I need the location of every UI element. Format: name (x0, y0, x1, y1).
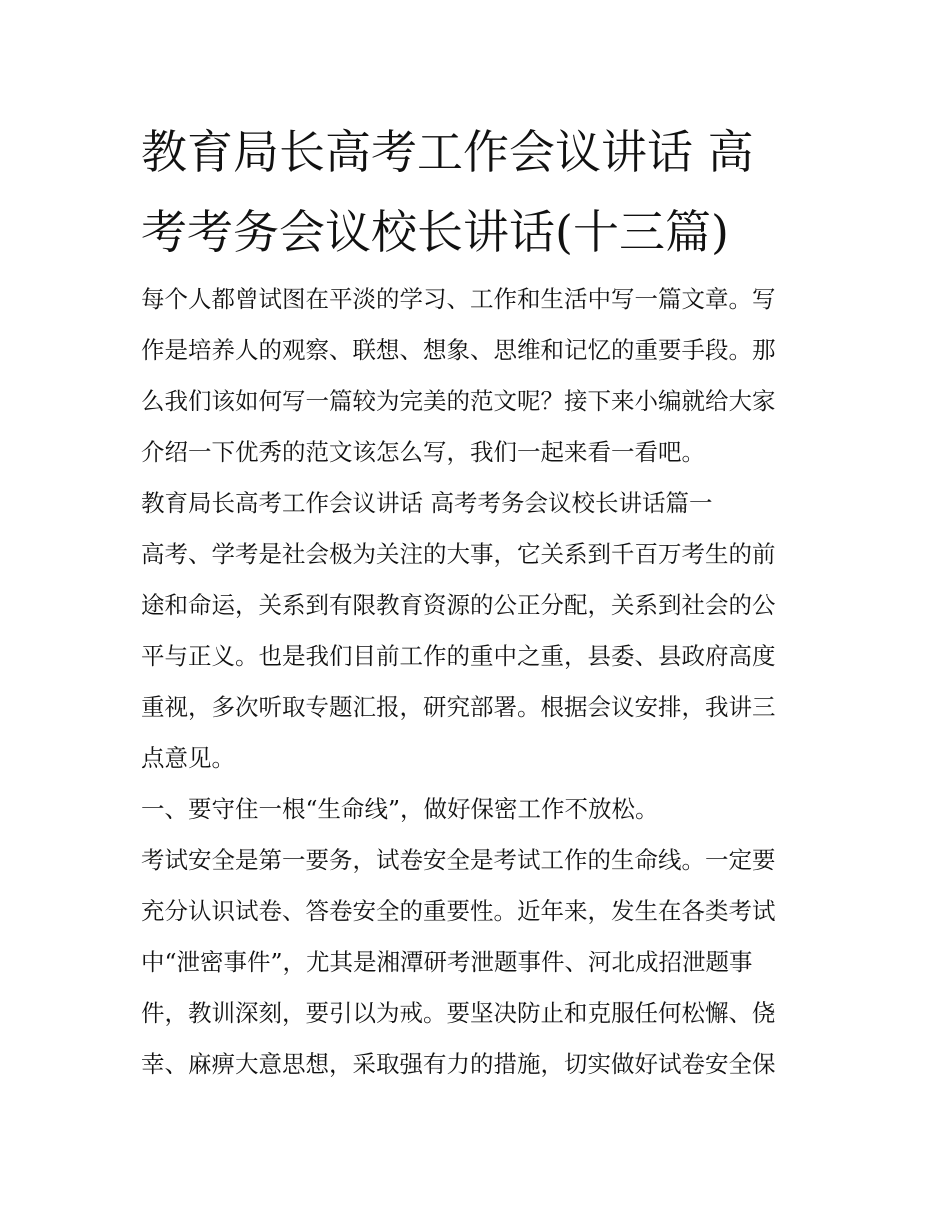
section-heading-text: 教育局长高考工作会议讲话 高考考务会议校长讲话篇一 (141, 489, 713, 517)
title-line: 考考务会议校长讲话(十三篇) (141, 205, 729, 259)
point-heading (141, 784, 821, 835)
text-line: 介绍一下优秀的范文该怎么写，我们一起来看一看吧。 (141, 438, 705, 466)
document-title (141, 112, 821, 272)
text-line: 作是培养人的观察、联想、想象、思维和记忆的重要手段。那 (141, 336, 776, 364)
intro-paragraph (141, 274, 821, 478)
text-line: 充分认识试卷、答卷安全的重要性。近年来，发生在各类考试 (141, 897, 776, 925)
text-line: 幸、麻痹大意思想，采取强有力的措施，切实做好试卷安全保 (141, 1050, 776, 1078)
body-paragraph (141, 529, 821, 784)
body-paragraph (141, 835, 821, 1090)
text-line: 途和命运，关系到有限教育资源的公正分配，关系到社会的公 (141, 591, 776, 619)
text-line: 每个人都曾试图在平淡的学习、工作和生活中写一篇文章。写 (141, 285, 776, 313)
point-heading-text: 一、要守住一根“生命线”，做好保密工作不放松。 (141, 795, 659, 823)
text-line: 点意见。 (141, 744, 235, 772)
text-line: 么我们该如何写一篇较为完美的范文呢？接下来小编就给大家 (141, 387, 776, 415)
text-line: 件，教训深刻，要引以为戒。要坚决防止和克服任何松懈、侥 (141, 999, 776, 1027)
text-line: 考试安全是第一要务，试卷安全是考试工作的生命线。一定要 (141, 846, 776, 874)
title-line: 教育局长高考工作会议讲话 高 (141, 125, 754, 179)
text-line: 平与正义。也是我们目前工作的重中之重，县委、县政府高度 (141, 642, 776, 670)
section-heading (141, 478, 821, 529)
text-line: 中“泄密事件”，尤其是湘潭研考泄题事件、河北成招泄题事 (141, 948, 753, 976)
text-line: 高考、学考是社会极为关注的大事，它关系到千百万考生的前 (141, 540, 776, 568)
text-line: 重视，多次听取专题汇报，研究部署。根据会议安排，我讲三 (141, 693, 776, 721)
